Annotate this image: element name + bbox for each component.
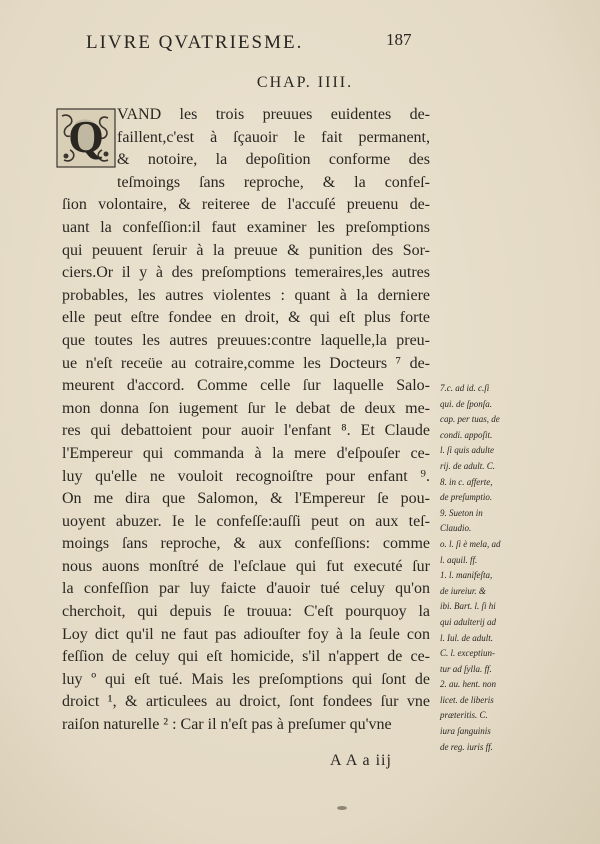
marginal-note: iura ſanguinis bbox=[440, 726, 491, 737]
running-title: LIVRE QVATRIESME. bbox=[86, 32, 304, 53]
text-line: l'Empereur qui commanda à la mere d'eſpouſer ce- bbox=[62, 444, 430, 462]
text-line: faillent,c'est à ſçauoir le fait permanent, bbox=[117, 128, 430, 146]
initial-letter: Q bbox=[68, 111, 104, 162]
text-line: On me dira que Salomon, & l'Empereur ſe pou- bbox=[62, 490, 430, 508]
marginal-note: præteritis. C. bbox=[440, 710, 488, 721]
body-text bbox=[62, 104, 430, 737]
marginal-note: 8. in c. afferte, bbox=[440, 476, 493, 487]
marginal-note: Claudio. bbox=[440, 523, 472, 534]
marginal-note: C. l. exceptiun- bbox=[440, 648, 495, 659]
marginal-notes bbox=[440, 381, 540, 755]
text-line: uoyent abuzer. Ie le confeſſe:auſſi peut on aux teſ- bbox=[62, 512, 430, 530]
marginal-note: l. aquil. ff. bbox=[440, 554, 478, 565]
marginal-note: 1. l. manifeſta, bbox=[440, 570, 493, 581]
text-line: droict ¹, & articulees au droict, ſont fondees ſur vne bbox=[62, 693, 430, 711]
text-line: res qui debattoient pour auoir l'enfant ⁸. Et Claude bbox=[62, 422, 430, 440]
marginal-note: de iureiur. & bbox=[440, 585, 486, 596]
marginal-note: ibi. Bart. l. ſi hi bbox=[440, 601, 496, 612]
signature-mark: A A a iij bbox=[330, 752, 392, 769]
marginal-note: l. ſi quis adulte bbox=[440, 445, 494, 456]
marginal-note: qui adulterij ad bbox=[440, 616, 496, 627]
page-number: 187 bbox=[386, 30, 412, 49]
text-line: la confeſſion par luy faicte d'auoir tué celuy qu'on bbox=[62, 580, 430, 598]
text-line: elle peut eſtre fondee en droit, & qui eſt plus forte bbox=[62, 309, 430, 327]
marginal-note: 9. Sueton in bbox=[440, 507, 483, 518]
marginal-note: tur ad ſylla. ff. bbox=[440, 663, 492, 674]
marginal-note: de reg. iuris ff. bbox=[440, 741, 493, 752]
text-line: nous auons monſtré de l'eſclaue qui fut executé ſur bbox=[62, 557, 430, 575]
marginal-note: 7.c. ad id. c.ſi bbox=[440, 383, 490, 393]
text-line: uant la confeſſion:il faut examiner les preſomptions bbox=[62, 218, 430, 236]
text-line: qui peuuent ſeruir à la preuue & punition des Sor- bbox=[62, 241, 430, 259]
text-line: & notoire, la depoſition conforme des bbox=[117, 151, 430, 169]
marginal-note: qui. de ſponſa. bbox=[440, 398, 492, 409]
text-line: mon donna ſon iugement ſur le debat de deux me- bbox=[62, 399, 430, 417]
text-line: ſion volontaire, & reiteree de l'accuſé preuenu de- bbox=[62, 196, 430, 214]
text-line: ue n'eſt receüe au cotraire,comme les Docteurs ⁷ de- bbox=[62, 354, 430, 372]
marginal-note: de preſumptio. bbox=[440, 492, 493, 503]
text-line: feſſion de celuy qui eſt homicide, s'il n'appert de ce- bbox=[62, 648, 430, 666]
text-line: meurent d'accord. Comme celle ſur laquelle Salo- bbox=[62, 377, 430, 395]
marginal-note: 2. au. hent. non bbox=[440, 679, 496, 690]
marginal-note: o. l. ſi è mela, ad bbox=[440, 538, 501, 549]
marginal-note: cap. per tuas, de bbox=[440, 414, 500, 425]
text-line: probables, les autres violentes : quant à la derniere bbox=[62, 286, 430, 304]
ink-speck bbox=[337, 806, 347, 810]
text-line: teſmoings ſans reproche, & la confeſ- bbox=[117, 173, 430, 191]
marginal-note: condi. appoſit. bbox=[440, 429, 493, 440]
marginal-note: l. Iul. de adult. bbox=[440, 632, 493, 643]
text-line: VAND les trois preuues euidentes de- bbox=[117, 106, 430, 123]
text-line: luy qu'elle ne vouloit recognoiſtre pour enfant ⁹. bbox=[62, 467, 430, 485]
marginal-note: licet. de liberis bbox=[440, 694, 494, 705]
text-line: luy º qui eſt tué. Mais les preſomptions qui ſont de bbox=[62, 670, 430, 688]
marginal-note: rij. de adult. C. bbox=[440, 460, 496, 471]
text-line: que toutes les autres preuues:contre laquelle,la preu- bbox=[62, 331, 430, 349]
text-line: raiſon naturelle ² : Car il n'eſt pas à preſumer qu'vne bbox=[62, 716, 392, 734]
chapter-heading: CHAP. IIII. bbox=[256, 74, 354, 91]
text-line: ciers.Or il y à des preſomptions temeraires,les autres bbox=[62, 264, 430, 282]
text-line: moings ſans reproche, & aux confeſſions: comme bbox=[62, 535, 430, 553]
text-line: Loy dict qu'il ne faut pas adiouſter foy à la ſeule con bbox=[62, 625, 430, 643]
text-line: cherchoit, qui depuis ſe trouua: C'eſt pourquoy la bbox=[62, 603, 430, 621]
